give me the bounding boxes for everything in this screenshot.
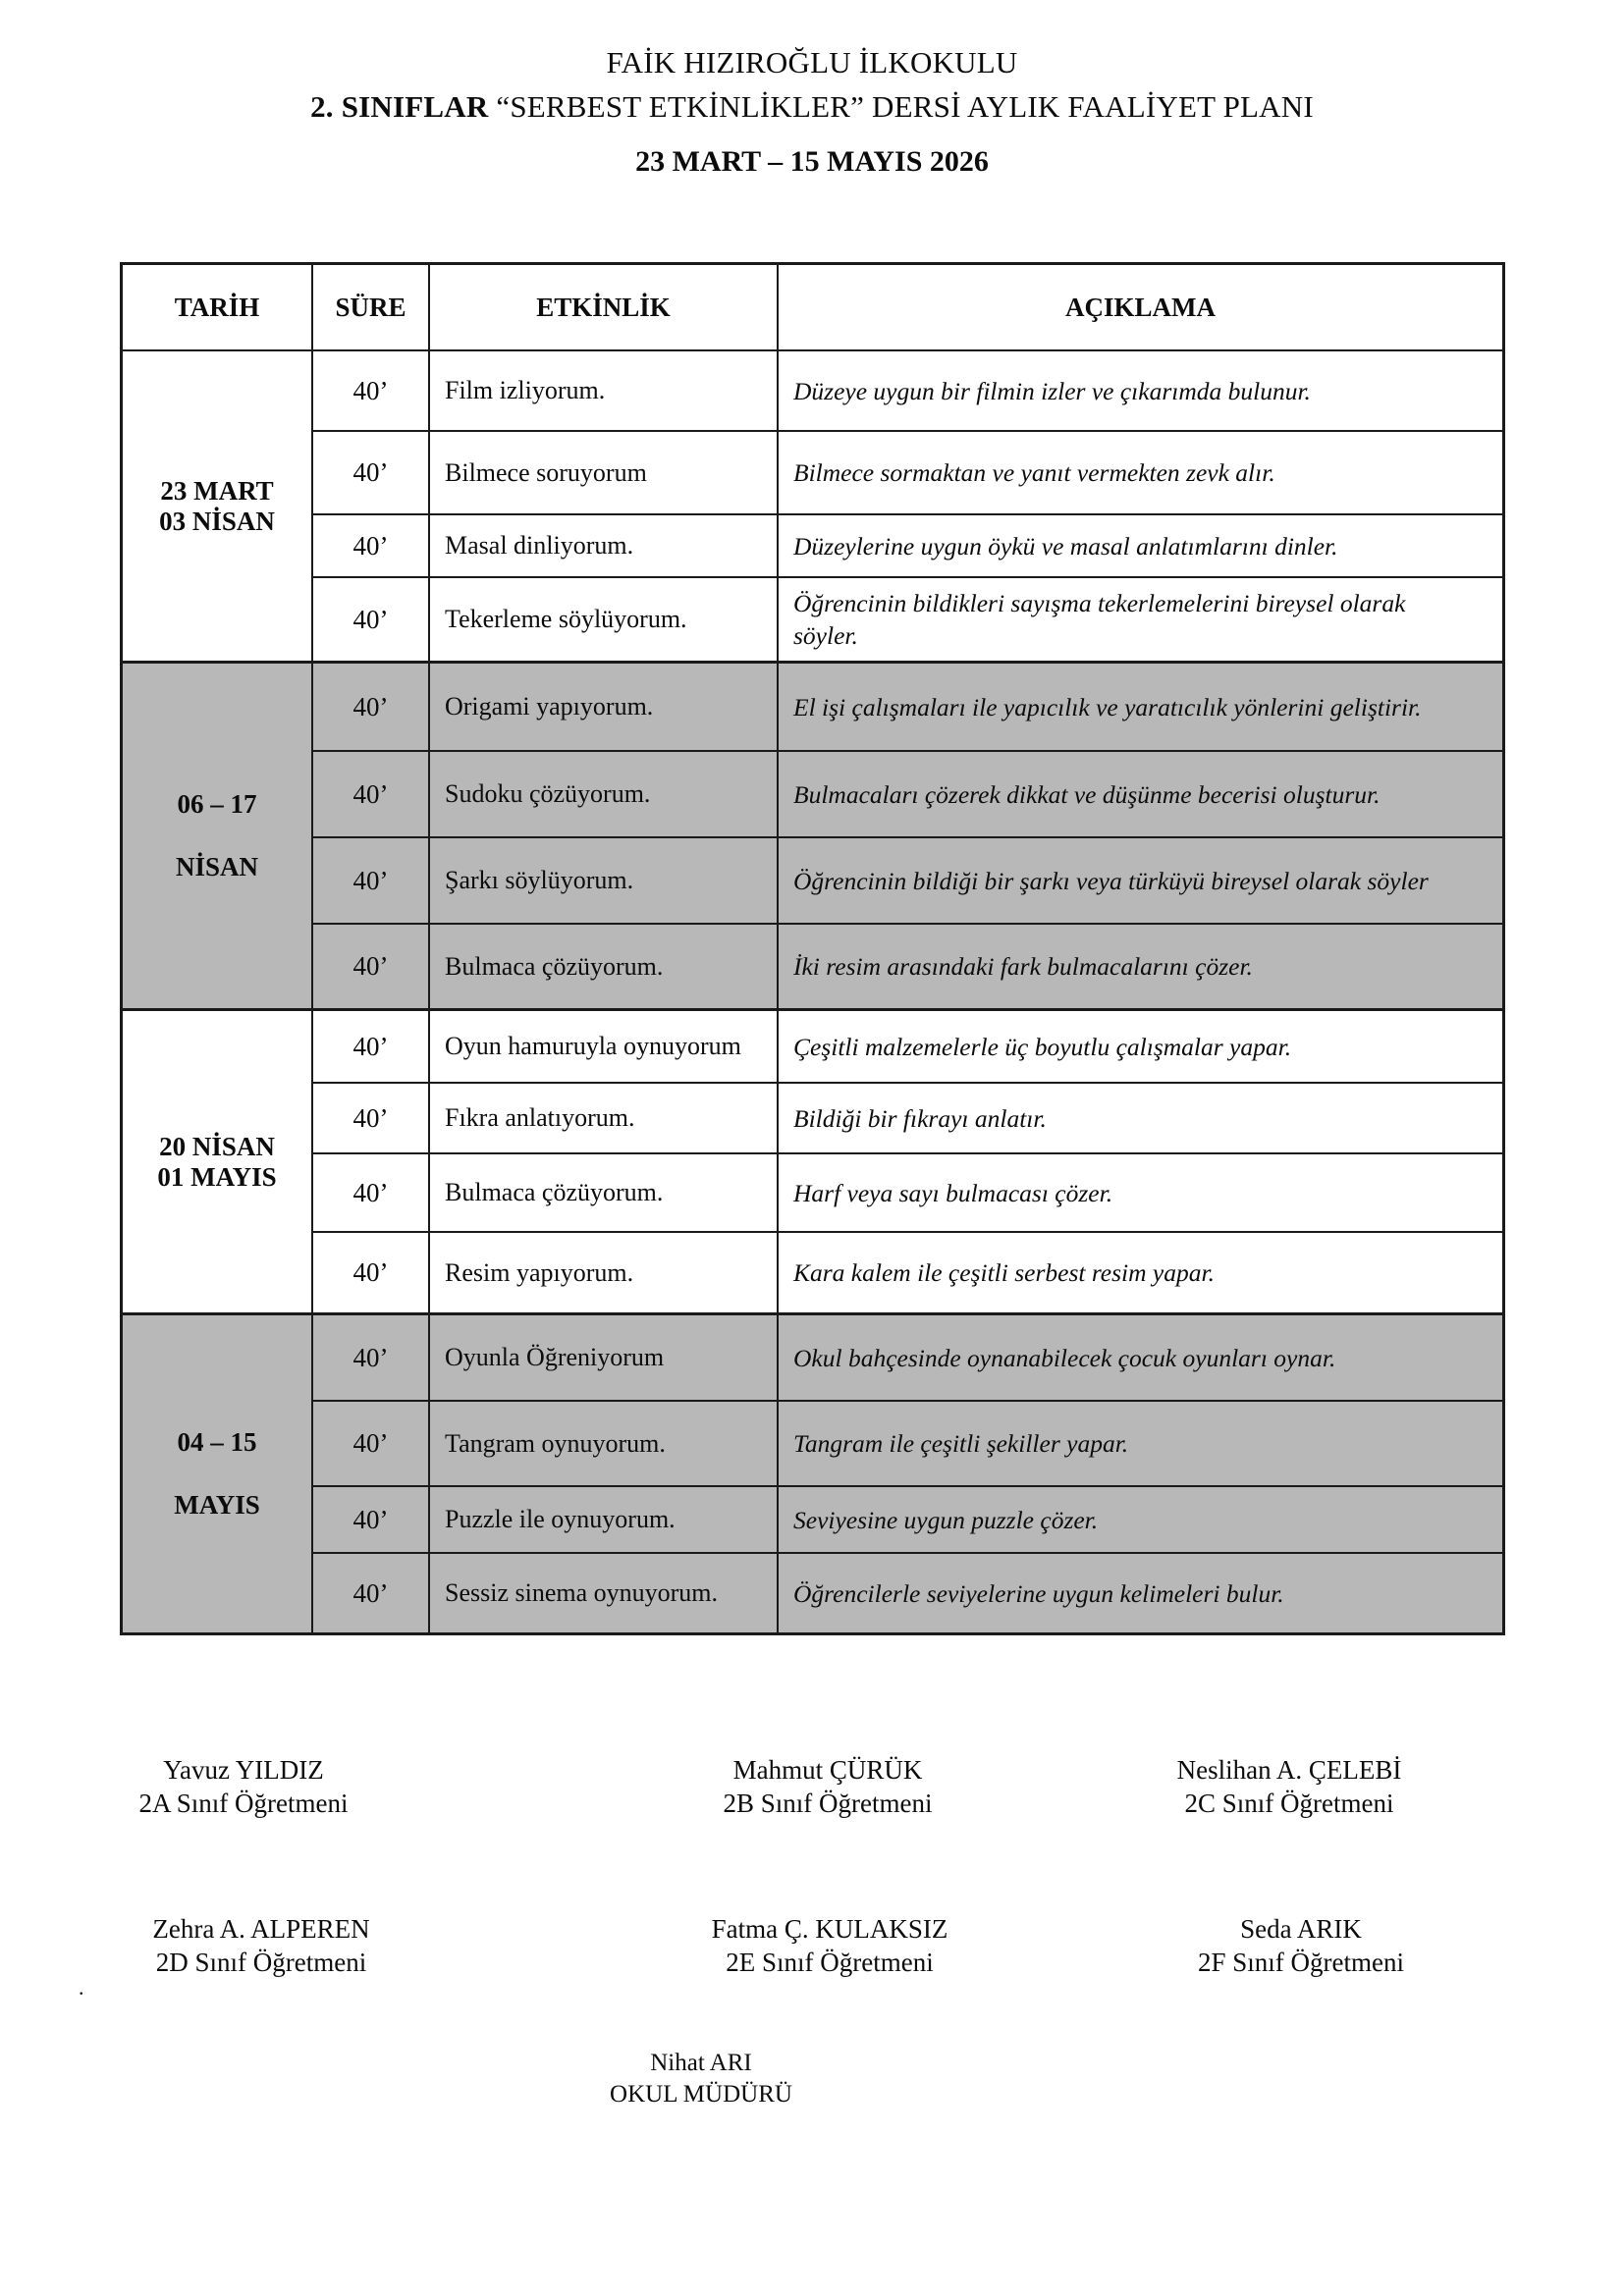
signature-teacher-2c [1177,1753,1402,1820]
activity-cell: Puzzle ile oynuyorum. [430,1487,779,1552]
group-rows [313,1011,1502,1312]
date-line: NİSAN [175,852,259,881]
activity-cell: Masal dinliyorum. [430,515,779,576]
group-rows [313,664,1502,1008]
document-header [0,45,1624,125]
table-row [313,664,1502,750]
duration-cell: 40’ [313,432,430,513]
date-group-04-15-mayis [123,1312,1502,1632]
date-line: 04 – 15 [177,1427,257,1457]
date-line: 23 MART [160,475,274,506]
duration-cell: 40’ [313,578,430,661]
duration-cell: 40’ [313,925,430,1008]
description-cell: Bildiği bir fıkrayı anlatır. [793,1103,1047,1133]
activity-cell: Bulmaca çözüyorum. [430,925,779,1008]
date-group-23mart-03nisan [123,351,1502,661]
table-row [313,750,1502,836]
activity-cell: Sudoku çözüyorum. [430,752,779,836]
table-row [313,1152,1502,1231]
duration-cell: 40’ [313,1554,430,1632]
description-cell: İki resim arasındaki fark bulmacalarını çözer. [793,952,1253,981]
signature-teacher-2e [712,1912,948,1979]
description-cell: Düzeye uygun bir filmin izler ve çıkarımda bulunur. [793,376,1311,405]
activity-cell: Bilmece soruyorum [430,432,779,513]
description-cell: Bulmacaları çözerek dikkat ve düşünme becerisi oluşturur. [793,779,1380,809]
principal-title: OKUL MÜDÜRÜ [610,2081,792,2108]
plan-title-grade: 2. SINIFLAR [310,89,489,124]
duration-cell: 40’ [313,1011,430,1082]
duration-cell: 40’ [313,1487,430,1552]
table-row [313,1552,1502,1632]
description-cell: Kara kalem ile çeşitli serbest resim yapar. [793,1258,1215,1287]
table-row [313,836,1502,923]
table-row [313,576,1502,661]
description-cell: Tangram ile çeşitli şekiller yapar. [793,1429,1129,1458]
activity-cell: Oyunla Öğreniyorum [430,1315,779,1400]
stray-period-mark: . [79,1975,84,2000]
description-cell: Öğrencilerle seviyelerine uygun kelimeleri bulur. [793,1578,1284,1608]
date-cell [123,1011,313,1312]
table-row [313,430,1502,513]
duration-cell: 40’ [313,1154,430,1231]
description-cell: Harf veya sayı bulmacası çözer. [793,1178,1113,1207]
duration-cell: 40’ [313,752,430,836]
teacher-title: 2C Sınıf Öğretmeni [1184,1789,1394,1818]
activity-cell: Şarkı söylüyorum. [430,838,779,923]
description-cell: El işi çalışmaları ile yapıcılık ve yaratıcılık yönlerini geliştirir. [793,692,1422,721]
activity-cell: Sessiz sinema oynuyorum. [430,1554,779,1632]
date-line: MAYIS [174,1490,260,1520]
duration-cell: 40’ [313,1315,430,1400]
signature-teacher-2d [152,1912,369,1979]
date-cell [123,664,313,1008]
duration-cell: 40’ [313,838,430,923]
activity-cell: Film izliyorum. [430,351,779,430]
table-row [313,923,1502,1008]
date-group-20nisan-01mayis [123,1008,1502,1312]
activity-cell: Origami yapıyorum. [430,664,779,750]
header-etkinlik: ETKİNLİK [430,265,779,349]
plan-title-rest: “SERBEST ETKİNLİKLER” DERSİ AYLIK FAALİYET PLANI [496,89,1314,124]
signature-principal [610,2048,792,2110]
principal-name: Nihat ARI [650,2050,752,2076]
teacher-name: Yavuz YILDIZ [163,1755,324,1785]
plan-title [0,89,1624,125]
date-line: 20 NİSAN [159,1131,275,1161]
date-cell [123,1315,313,1632]
description-cell: Seviyesine uygun puzzle çözer. [793,1505,1099,1534]
description-cell: Öğrencinin bildiği bir şarkı veya türküyü bireysel olarak söyler [793,866,1429,895]
duration-cell: 40’ [313,1233,430,1312]
table-row [313,1400,1502,1485]
teacher-name: Mahmut ÇÜRÜK [732,1755,923,1785]
table-row [313,1231,1502,1312]
teacher-title: 2A Sınıf Öğretmeni [138,1789,349,1818]
group-rows [313,1315,1502,1632]
activity-cell: Oyun hamuruyla oynuyorum [430,1011,779,1082]
header-sure: SÜRE [313,265,430,349]
table-row [313,1315,1502,1400]
table-row [313,1011,1502,1082]
header-tarih: TARİH [123,265,313,349]
activity-cell: Tangram oynuyorum. [430,1402,779,1485]
table-row [313,351,1502,430]
date-group-06-17-nisan [123,661,1502,1008]
table-header-row [123,265,1502,351]
date-cell [123,351,313,661]
teacher-name: Seda ARIK [1240,1914,1362,1944]
description-cell: Öğrencinin bildikleri sayışma tekerlemelerini bireysel olarak söyler. [793,589,1406,650]
description-cell: Bilmece sormaktan ve yanıt vermekten zevk alır. [793,458,1275,487]
date-line: 03 NİSAN [159,506,275,536]
duration-cell: 40’ [313,1084,430,1152]
table-row [313,1082,1502,1152]
signature-teacher-2a [139,1753,349,1820]
duration-cell: 40’ [313,664,430,750]
activity-cell: Resim yapıyorum. [430,1233,779,1312]
teacher-name: Neslihan A. ÇELEBİ [1176,1755,1402,1785]
description-cell: Düzeylerine uygun öykü ve masal anlatımlarını dinler. [793,531,1338,561]
table-row [313,1485,1502,1552]
school-name: FAİK HIZIROĞLU İLKOKULU [606,45,1018,80]
duration-cell: 40’ [313,351,430,430]
activity-plan-table [120,262,1505,1635]
teacher-name: Fatma Ç. KULAKSIZ [711,1914,948,1944]
signature-teacher-2b [724,1753,933,1820]
description-cell: Çeşitli malzemelerle üç boyutlu çalışmalar yapar. [793,1032,1292,1061]
teacher-name: Zehra A. ALPEREN [152,1914,370,1944]
teacher-title: 2E Sınıf Öğretmeni [726,1948,934,1977]
date-line: 01 MAYIS [157,1161,277,1192]
activity-cell: Bulmaca çözüyorum. [430,1154,779,1231]
teacher-title: 2D Sınıf Öğretmeni [155,1948,367,1977]
date-line: 06 – 17 [177,789,257,819]
teacher-title: 2B Sınıf Öğretmeni [723,1789,933,1818]
description-cell: Okul bahçesinde oynanabilecek çocuk oyunları oynar. [793,1343,1336,1372]
activity-cell: Tekerleme söylüyorum. [430,578,779,661]
signature-teacher-2f [1198,1912,1404,1979]
plan-date-range: 23 MART – 15 MAYIS 2026 [635,145,989,178]
group-rows [313,351,1502,661]
duration-cell: 40’ [313,1402,430,1485]
duration-cell: 40’ [313,515,430,576]
header-aciklama: AÇIKLAMA [1065,292,1216,322]
table-row [313,513,1502,576]
activity-cell: Fıkra anlatıyorum. [430,1084,779,1152]
teacher-title: 2F Sınıf Öğretmeni [1198,1948,1404,1977]
